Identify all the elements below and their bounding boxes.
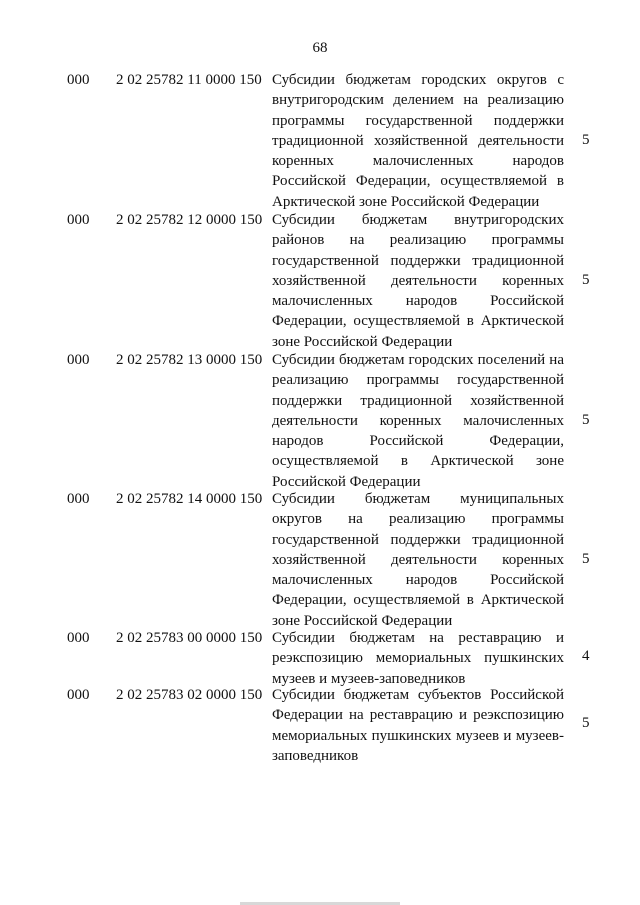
budget-classification-code: 2 02 25782 13 0000 150 xyxy=(116,352,263,368)
budget-classification-code: 2 02 25783 02 0000 150 xyxy=(116,687,263,703)
table-row xyxy=(0,350,640,489)
table-row xyxy=(0,70,640,210)
table-row xyxy=(0,628,640,685)
budget-classification-code: 2 02 25782 12 0000 150 xyxy=(116,212,263,228)
income-name: Субсидии бюджетам субъектов Российской Федерации на реставрацию и реэкспозицию мемориальных пушкинских музеев и музеев-заповедников xyxy=(272,687,564,764)
admin-code: 000 xyxy=(67,352,90,368)
income-name: Субсидии бюджетам внутригородских районов на реализацию программы государственной поддержки традиционной хозяйственной деятельности коренных малочисленных народов Российской Федерации, осуществляемой в Арктической зоне Российской Федерации xyxy=(272,212,564,350)
income-name: Субсидии бюджетам городских поселений на реализацию программы государственной поддержки традиционной хозяйственной деятельности коренных малочисленных народов Российской Федерации, осуществляемой в Арктической зоне Российской Федерации xyxy=(272,352,564,490)
table-row xyxy=(0,210,640,350)
income-name: Субсидии бюджетам муниципальных округов на реализацию программы государственной поддержки традиционной хозяйственной деятельности коренных малочисленных народов Российской Федерации, осуществляемой в Арктической зоне Российской Федерации xyxy=(272,491,564,629)
normative-value: 5 xyxy=(582,272,590,288)
table-row xyxy=(0,685,640,767)
admin-code: 000 xyxy=(67,212,90,228)
page-number: 68 xyxy=(312,40,328,56)
income-name: Субсидии бюджетам городских округов с внутригородским делением на реализацию программы государственной поддержки традиционной хозяйственной деятельности коренных малочисленных народов Российской Федерации, осуществляемой в Арктической зоне Российской Федерации xyxy=(272,72,564,210)
admin-code: 000 xyxy=(67,72,90,88)
normative-value: 5 xyxy=(582,551,590,567)
admin-code: 000 xyxy=(67,491,90,507)
normative-value: 4 xyxy=(582,648,590,664)
table-row xyxy=(0,489,640,628)
admin-code: 000 xyxy=(67,687,90,703)
classification-table xyxy=(0,70,640,767)
income-name: Субсидии бюджетам на реставрацию и реэкспозицию мемориальных пушкинских музеев и музеев-заповедников xyxy=(272,630,564,687)
budget-classification-code: 2 02 25783 00 0000 150 xyxy=(116,630,263,646)
budget-classification-code: 2 02 25782 14 0000 150 xyxy=(116,491,263,507)
admin-code: 000 xyxy=(67,630,90,646)
budget-classification-code: 2 02 25782 11 0000 150 xyxy=(116,72,262,88)
normative-value: 5 xyxy=(582,132,590,148)
normative-value: 5 xyxy=(582,412,590,428)
normative-value: 5 xyxy=(582,715,590,731)
